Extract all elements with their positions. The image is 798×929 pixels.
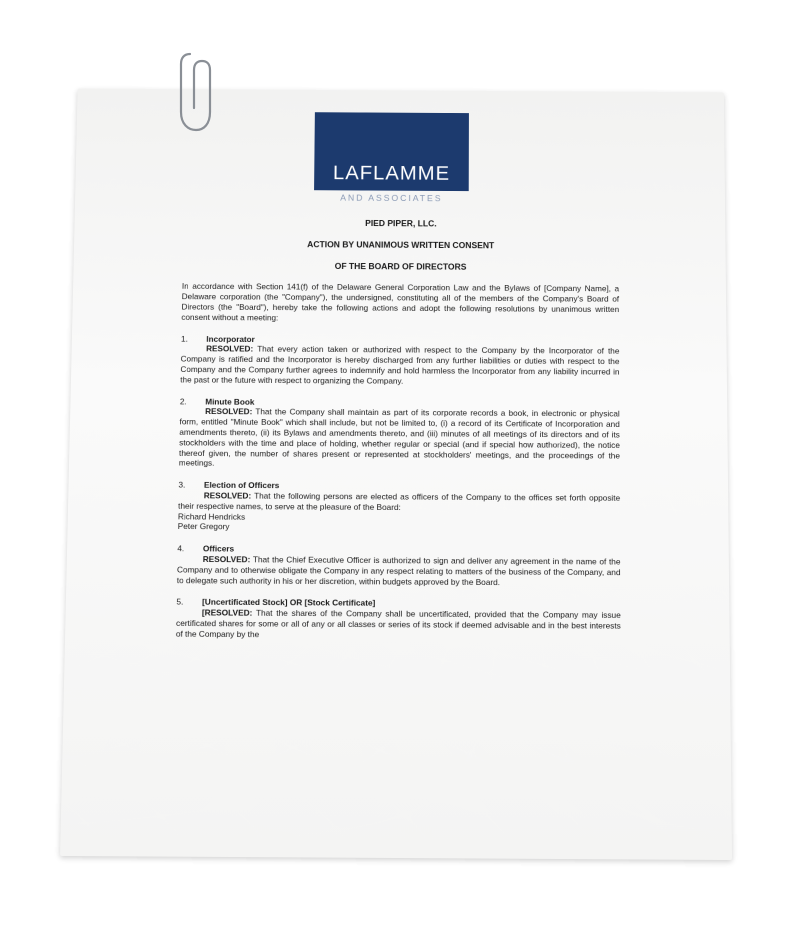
document-body <box>176 217 621 653</box>
section-number: 4. <box>177 543 185 554</box>
section-officers <box>177 544 621 588</box>
resolved-lead: RESOLVED: <box>202 554 251 565</box>
section-title: Officers <box>202 543 235 554</box>
section-title: Incorporator <box>206 333 255 344</box>
officer-name: Richard Hendricks <box>177 511 246 522</box>
resolution-text <box>178 490 620 513</box>
resolved-lead: [RESOLVED: <box>201 607 253 618</box>
section-number: 3. <box>178 479 186 490</box>
section-number: 2. <box>179 396 187 406</box>
resolution-body: That the shares of the Company shall be uncertificated, provided that the Company may issue certificated shares for some or all of any or all classes or series of its stock if deemed advisable and in the best interests of the Company by the <box>175 608 621 639</box>
resolution-body: That the following persons are elected as officers of the Company to the offices set forth opposite their respective names, to serve at the pleasure of the Board: <box>178 490 621 512</box>
section-title: Election of Officers <box>203 480 280 491</box>
resolved-lead: RESOLVED: <box>206 344 254 354</box>
resolution-text <box>176 608 621 642</box>
section-stock <box>176 597 621 642</box>
section-minute-book <box>179 396 620 471</box>
section-election-of-officers <box>178 480 621 535</box>
laflamme-logo <box>314 112 469 191</box>
resolved-lead: RESOLVED: <box>203 490 252 501</box>
resolution-text <box>180 344 619 388</box>
paperclip-icon <box>176 50 216 135</box>
document-title: ACTION BY UNANIMOUS WRITTEN CONSENT <box>307 239 495 250</box>
section-number: 5. <box>176 597 184 607</box>
logo-wordmark: LAFLAMME <box>332 162 451 185</box>
officer-name: Peter Gregory <box>177 521 230 532</box>
resolution-body: That every action taken or authorized with respect to the Company by the Incorporator of the Company is ratified and the Incorporator is hereby discharged from any further liabilities or duties with respect to the Company and the Company further agrees to indemnify and hold harmless the Incorporator from any liability incurred in the past or the future with respect to organizing the Company. <box>180 344 620 386</box>
intro-paragraph: In accordance with Section 141(f) of the Delaware General Corporation Law and the Bylaws of [Company Name], a Delaware corporation (the "Company"), the undersigned, constituting all of the members of the Company's Board of Directors (the "Board"), hereby take the following actions and adopt the following resolutions by unanimous written consent without a meeting: <box>181 281 620 323</box>
document-subtitle: OF THE BOARD OF DIRECTORS <box>334 261 467 272</box>
resolved-lead: RESOLVED: <box>205 406 253 417</box>
resolution-body: That the Chief Executive Officer is authorized to sign and deliver any agreement in the name of the Company and to otherwise obligate the Company in any respect relating to matters of the business of the Company, and to delegate such authority in his or her discretion, within budgets approved by the Board. <box>176 554 621 587</box>
logo-subtitle: AND ASSOCIATES <box>340 193 443 204</box>
resolution-text <box>179 407 620 472</box>
section-incorporator <box>180 334 619 388</box>
section-title: [Uncertificated Stock] OR [Stock Certificate] <box>202 597 376 608</box>
resolution-text <box>177 554 621 588</box>
resolution-body: That the Company shall maintain as part of its corporate records a book, in electronic or physical form, entitled "Minute Book" which shall include, but not be limited to, (i) a record of its Certificate of Incorporation and amendments thereto, (ii) its Bylaws and amendments thereto, and (iii) minutes of all meetings of its directors and of its stockholders with the time and place of holding, whether regular or special (and if special how authorized), the notice thereof given, the number of shares present or represented at stockholders' meetings, and the proceedings of the meetings. <box>178 406 620 468</box>
section-number: 1. <box>180 333 188 344</box>
company-name: PIED PIPER, LLC. <box>365 218 437 229</box>
document-page <box>60 89 732 860</box>
section-title: Minute Book <box>205 396 255 407</box>
